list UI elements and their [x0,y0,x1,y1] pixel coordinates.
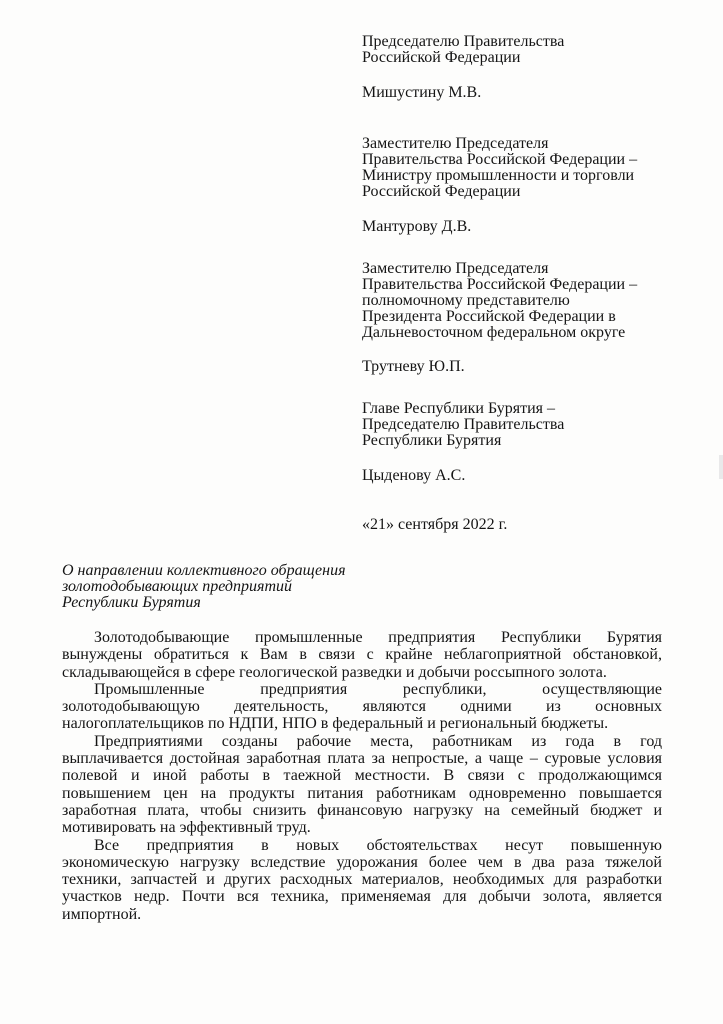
paragraph [62,681,662,733]
recipient-line: Правительства Российской Федерации – [362,276,638,293]
paragraph-line: экономическую нагрузку вследствие удорожания более чем в два раза тяжелой [62,853,662,871]
recipient-line: Российской Федерации [362,183,521,200]
recipient-address [362,34,564,66]
paragraph [62,837,662,923]
recipient-line: Российской Федерации [362,49,521,66]
recipient-line: Заместителю Председателя [362,135,549,152]
paragraph-line: Предприятиями созданы рабочие места, работникам из года в год [94,732,662,750]
paragraph-line: складывающейся в сфере геологической разведки и добычи россыпного золота. [62,663,607,681]
recipient-name: Мантурову Д.В. [362,218,472,235]
paragraph [62,629,662,681]
recipient-line: Председателю Правительства [362,416,565,433]
recipient-line: Дальневосточном федеральном округе [362,324,626,341]
paragraph-line: налогоплательщиков по НДПИ, НПО в федеральный и региональный бюджеты. [62,715,609,733]
paragraph-line: повышением цен на продукты питания работникам одновременно повышается [62,784,662,802]
recipient-name: Трутневу Ю.П. [362,358,465,375]
recipient-name: Цыденову А.С. [362,467,466,484]
letter-subject [62,563,402,611]
recipient-line: Правительства Российской Федерации – [362,151,638,168]
paragraph-line: вынуждены обратиться к Вам в связи с крайне неблагоприятной обстановкой, [62,646,662,664]
paragraph-line: техники, запчастей и других расходных материалов, необходимых для разработки [62,871,662,889]
recipient-line: Республики Бурятия [362,432,502,449]
recipient-address [362,136,637,200]
paragraph-line: золотодобывающую деятельность, являются одними из основных [62,698,662,716]
recipient-line: Президента Российской Федерации в [362,308,616,325]
scan-edge-shadow [719,455,723,479]
paragraph-line: выплачивается достойная заработная плата за непростые, а чаще – суровые условия [62,750,662,768]
recipient-address [362,401,564,449]
recipient-line: Заместителю Председателя [362,260,549,277]
recipient-address [362,261,637,341]
paragraph-line: заработная плата, чтобы снизить финансовую нагрузку на семейный бюджет и [62,801,662,819]
letter-body [62,629,662,923]
paragraph-line: участков недр. Почти вся техника, применяемая для добычи золота, является [62,888,662,906]
recipient-name: Мишустину М.В. [362,84,482,101]
subject-line: Республики Бурятия [62,594,201,611]
paragraph-line: полевой и иной работы в таежной местности. В связи с продолжающимся [62,767,662,785]
letter-date: «21» сентября 2022 г. [362,516,508,533]
recipient-line: Главе Республики Бурятия – [362,400,556,417]
recipient-line: Министру промышленности и торговли [362,167,635,184]
paragraph-line: Золотодобывающие промышленные предприятия Республики Бурятия [94,629,662,646]
recipient-line: Председателю Правительства [362,33,565,50]
paragraph-line: Все предприятия в новых обстоятельствах несут повышенную [94,836,662,854]
subject-line: О направлении коллективного обращения [62,562,346,579]
recipient-line: полномочному представителю [362,292,570,309]
paragraph-line: Промышленные предприятия республики, осуществляющие [94,680,662,698]
paragraph [62,733,662,837]
paragraph-line: мотивировать на эффективный труд. [62,819,311,837]
paragraph-line: импортной. [62,905,142,923]
subject-line: золотодобывающих предприятий [62,578,292,595]
